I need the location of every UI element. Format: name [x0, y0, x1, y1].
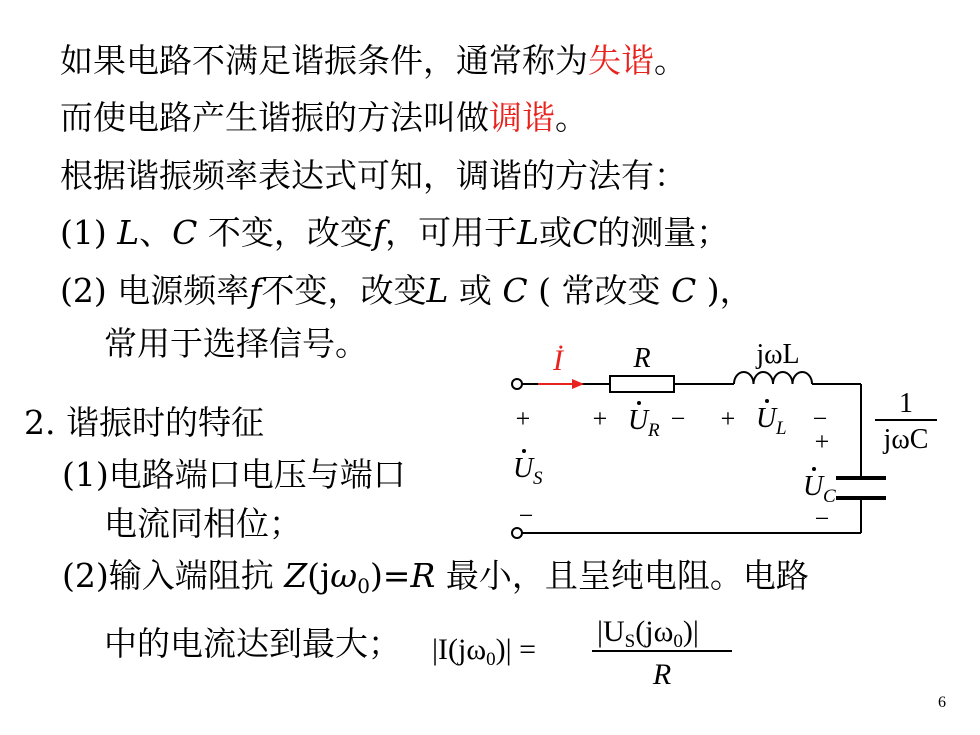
subscript: R [648, 420, 660, 441]
text-segment: ( 常改变 [527, 271, 671, 310]
text-segment: 而使电路产生谐振的方法叫做 [60, 98, 489, 137]
text-segment: 。 [654, 41, 687, 80]
symbol-f: f [372, 213, 386, 252]
term-detuning: 失谐 [588, 41, 654, 80]
label-current: İ [553, 344, 563, 377]
text-line-signal-selection [104, 326, 368, 362]
text-segment: 不变，改变 [197, 213, 373, 252]
fraction-denominator: jωC [883, 424, 929, 455]
text-segment: 或 [448, 271, 503, 310]
text-line-detuning [60, 43, 687, 79]
lhs-subscript: 0 [486, 649, 496, 670]
formula-denominator: R [652, 658, 672, 691]
text-segment: (1)电路端口电压与端口 [62, 455, 406, 494]
polarity-us-plus: + [515, 404, 531, 433]
symbol-Z: Z [284, 556, 308, 595]
formula-lhs [432, 633, 536, 670]
text-segment: (2)输入端阻抗 [62, 556, 285, 595]
label-voltage-ur [628, 401, 660, 441]
num-text: |U [597, 615, 625, 648]
text-line-method-2 [60, 273, 753, 309]
num-subscript-2: 0 [673, 631, 683, 652]
text-line-feature-1-cont [104, 506, 302, 542]
inductor-icon [734, 372, 812, 384]
polarity-uc-plus: + [814, 427, 830, 456]
symbol-C: C [572, 213, 598, 252]
polarity-us-minus: − [518, 501, 534, 530]
dot-accent [812, 467, 816, 471]
polarity-ul-minus: − [812, 404, 828, 433]
polarity-ul-plus: + [720, 404, 736, 433]
dot-accent [765, 399, 769, 403]
polarity-ur-plus: + [592, 404, 608, 433]
label-voltage-ul [756, 399, 787, 439]
current-arrow-icon [538, 379, 584, 389]
formula-numerator [597, 615, 699, 652]
text-segment: 电流同相位； [104, 504, 302, 543]
text-segment: 如果电路不满足谐振条件，通常称为 [60, 41, 588, 80]
text-segment: 常用于选择信号。 [104, 324, 368, 363]
text-segment: (2) 电源频率 [60, 271, 250, 310]
subscript: C [823, 486, 836, 507]
current-formula [432, 606, 752, 694]
subscript: L [776, 418, 787, 439]
text-line-tuning [60, 100, 588, 136]
circuit-wires [522, 384, 861, 533]
symbol-C: C [172, 213, 198, 252]
dot-accent [522, 449, 526, 453]
num-close: )| [682, 615, 699, 648]
label-capacitor-impedance [875, 388, 937, 455]
text-segment: 。 [555, 98, 588, 137]
symbol-u: U [628, 405, 649, 436]
section-number: 2. [24, 403, 66, 442]
capacitor-icon [836, 478, 886, 498]
term-tuning: 调谐 [489, 98, 555, 137]
text-segment: 最小，且呈纯电阻。电路 [435, 556, 809, 595]
text-segment: (j [307, 556, 331, 595]
dot-accent [637, 401, 641, 405]
text-segment: 或 [539, 213, 573, 252]
section-heading [24, 405, 264, 441]
label-voltage-uc [803, 467, 836, 507]
label-inductor: jωL [756, 339, 800, 370]
symbol-C: C [502, 271, 528, 310]
symbol-C: C [670, 271, 697, 310]
resistor-icon [610, 376, 674, 392]
arrow-head [572, 379, 584, 389]
lhs-text: |I(jω [432, 633, 487, 666]
label-voltage-us [513, 449, 543, 489]
subscript-0: 0 [357, 574, 370, 598]
text-line-method-1 [60, 215, 729, 251]
text-segment: 、 [139, 213, 173, 252]
terminal-top [512, 379, 522, 389]
text-segment: 中的电流达到最大； [104, 624, 401, 663]
polarity-uc-minus: − [814, 504, 830, 533]
fraction-numerator: 1 [899, 388, 913, 419]
num-subscript: S [624, 631, 636, 652]
text-segment: )= [369, 556, 411, 595]
text-segment: 的测量； [597, 213, 730, 252]
symbol-u: U [803, 471, 824, 502]
text-line-methods [60, 158, 687, 194]
rlc-series-circuit [500, 336, 960, 551]
symbol-u: U [756, 403, 777, 434]
symbol-omega: ω [330, 556, 358, 595]
text-segment: )， [696, 271, 753, 310]
text-segment: 不变，改变 [261, 271, 427, 310]
text-segment: ，可用于 [385, 213, 518, 252]
symbol-u: U [513, 453, 534, 484]
page-number: 6 [938, 694, 946, 711]
text-line-feature-2 [62, 558, 809, 597]
symbol-L: L [517, 213, 540, 252]
num-text-2: (jω [635, 615, 674, 648]
lhs-end: )| = [495, 633, 536, 666]
text-line-feature-2-cont [104, 626, 401, 662]
text-segment: (1) [60, 213, 118, 252]
section-title: 谐振时的特征 [65, 403, 264, 442]
subscript: S [533, 468, 543, 489]
symbol-L: L [426, 271, 449, 310]
polarity-ur-minus: − [670, 404, 686, 433]
label-resistor: R [633, 343, 651, 374]
symbol-L: L [117, 213, 140, 252]
text-segment: 根据谐振频率表达式可知，调谐的方法有： [60, 156, 687, 195]
symbol-f: f [249, 271, 262, 310]
symbol-R: R [410, 556, 436, 595]
text-line-feature-1 [62, 457, 406, 493]
